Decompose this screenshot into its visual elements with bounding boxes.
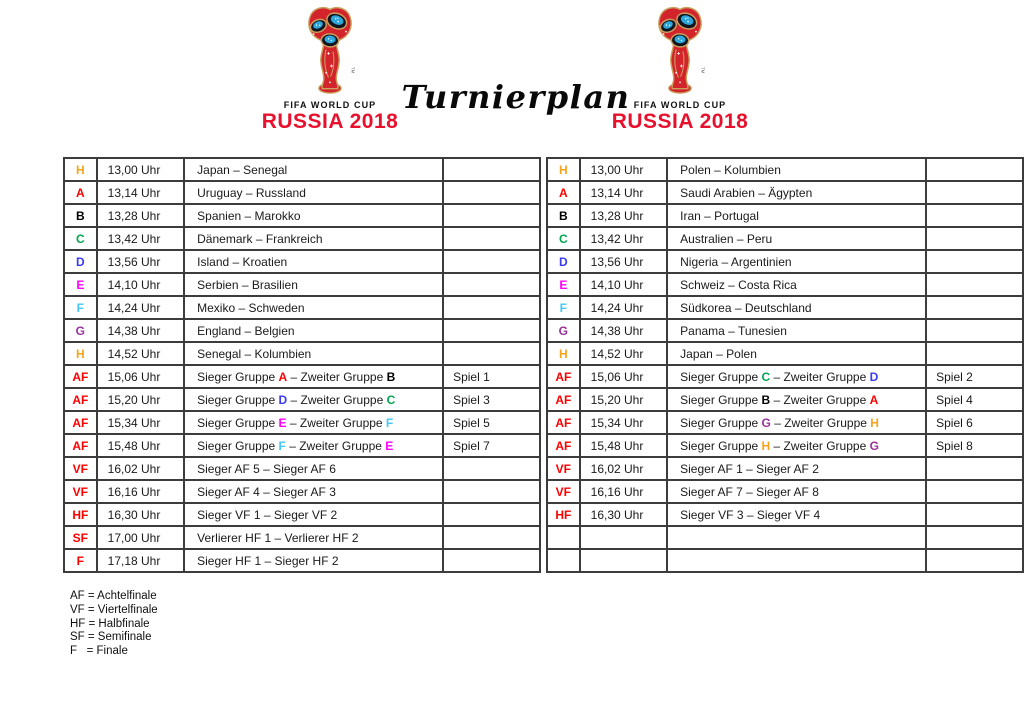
match-row [64, 388, 540, 411]
time-cell: 15,06 Uhr [97, 365, 184, 388]
match-text-segment: Japan – Polen [680, 346, 757, 361]
spiel-number-cell: Spiel 6 [926, 411, 1023, 434]
spiel-number-cell [443, 457, 540, 480]
time-cell: 15,48 Uhr [580, 434, 667, 457]
spiel-number-cell [926, 158, 1023, 181]
match-text-segment: A [278, 369, 288, 384]
match-text-segment: Spanien – Marokko [197, 208, 301, 223]
spiel-number-cell: Spiel 2 [926, 365, 1023, 388]
group-or-stage-tag-cell: H [547, 158, 580, 181]
match-cell [667, 388, 926, 411]
match-cell [184, 526, 443, 549]
time-cell: 13,56 Uhr [580, 250, 667, 273]
group-or-stage-tag-cell [547, 526, 580, 549]
legend-line: SF = Semifinale [70, 631, 152, 644]
spiel-number-cell [926, 273, 1023, 296]
match-row [64, 319, 540, 342]
time-cell: 13,28 Uhr [580, 204, 667, 227]
match-row [547, 204, 1023, 227]
match-text-segment: Sieger AF 5 – Sieger AF 6 [197, 461, 336, 476]
group-or-stage-tag-cell: B [547, 204, 580, 227]
time-cell: 14,52 Uhr [97, 342, 184, 365]
match-text-segment: England – Belgien [197, 323, 295, 338]
match-cell [184, 158, 443, 181]
match-text-segment: Sieger Gruppe [197, 415, 279, 430]
match-row [547, 273, 1023, 296]
group-or-stage-tag-cell: AF [64, 411, 97, 434]
match-row [547, 296, 1023, 319]
time-cell: 14,52 Uhr [580, 342, 667, 365]
time-cell [580, 549, 667, 572]
spiel-number-cell [443, 296, 540, 319]
spiel-number-cell [443, 342, 540, 365]
group-or-stage-tag-cell: A [64, 181, 97, 204]
time-cell: 15,20 Uhr [97, 388, 184, 411]
russia-2018-text: RUSSIA 2018 [261, 110, 399, 133]
match-row [64, 204, 540, 227]
match-row [64, 549, 540, 572]
match-text-segment: D [869, 369, 879, 384]
time-cell: 16,16 Uhr [97, 480, 184, 503]
time-cell: 13,14 Uhr [580, 181, 667, 204]
group-or-stage-tag-cell [547, 549, 580, 572]
group-or-stage-tag-cell: G [547, 319, 580, 342]
spiel-number-cell [926, 549, 1023, 572]
world-cup-trophy-icon [651, 5, 709, 97]
group-or-stage-tag-cell: AF [547, 388, 580, 411]
spiel-number-cell [926, 342, 1023, 365]
time-cell: 14,38 Uhr [97, 319, 184, 342]
match-text-segment: A [869, 392, 879, 407]
time-cell: 15,34 Uhr [97, 411, 184, 434]
spiel-number-cell [443, 204, 540, 227]
fifa-world-cup-text: FIFA WORLD CUP [633, 100, 727, 110]
match-row [547, 158, 1023, 181]
match-cell [667, 319, 926, 342]
match-text-segment: Sieger AF 1 – Sieger AF 2 [680, 461, 819, 476]
match-text-segment: Polen – Kolumbien [680, 162, 781, 177]
spiel-number-cell: Spiel 7 [443, 434, 540, 457]
match-row [547, 250, 1023, 273]
match-row [64, 457, 540, 480]
match-text-segment: G [761, 415, 771, 430]
match-text-segment: – Zweiter Gruppe [287, 392, 387, 407]
spiel-number-cell [926, 204, 1023, 227]
match-row [547, 503, 1023, 526]
spiel-number-cell [443, 503, 540, 526]
match-text-segment: F [385, 415, 394, 430]
match-row [547, 319, 1023, 342]
time-cell: 13,42 Uhr [97, 227, 184, 250]
match-cell [667, 549, 926, 572]
group-or-stage-tag-cell: D [547, 250, 580, 273]
match-cell [667, 296, 926, 319]
group-or-stage-tag-cell: H [547, 342, 580, 365]
time-cell: 14,38 Uhr [580, 319, 667, 342]
time-cell: 16,02 Uhr [97, 457, 184, 480]
spiel-number-cell [443, 480, 540, 503]
match-row [547, 480, 1023, 503]
trophy-emblem [255, 5, 405, 97]
group-or-stage-tag-cell: VF [64, 457, 97, 480]
match-row [64, 480, 540, 503]
time-cell: 14,24 Uhr [580, 296, 667, 319]
match-cell [184, 227, 443, 250]
spiel-number-cell: Spiel 1 [443, 365, 540, 388]
match-cell [667, 227, 926, 250]
match-text-segment: Senegal – Kolumbien [197, 346, 312, 361]
match-text-segment: Island – Kroatien [197, 254, 288, 269]
match-text-segment: E [385, 438, 394, 453]
legend-line: VF = Viertelfinale [70, 603, 158, 616]
match-cell [667, 342, 926, 365]
match-row [547, 365, 1023, 388]
match-row [547, 227, 1023, 250]
match-cell [184, 365, 443, 388]
group-or-stage-tag-cell: H [64, 158, 97, 181]
match-row [547, 181, 1023, 204]
tm-text: TM [700, 66, 706, 74]
match-cell [184, 503, 443, 526]
spiel-number-cell [926, 526, 1023, 549]
match-text-segment: Sieger Gruppe [680, 438, 762, 453]
match-row [64, 526, 540, 549]
match-text-segment: Japan – Senegal [197, 162, 288, 177]
group-or-stage-tag-cell: B [64, 204, 97, 227]
legend-line: F = Finale [70, 645, 128, 658]
match-cell [667, 526, 926, 549]
time-cell: 14,10 Uhr [97, 273, 184, 296]
group-or-stage-tag-cell: AF [64, 388, 97, 411]
match-row [64, 503, 540, 526]
match-row [547, 526, 1023, 549]
tm-text: TM [350, 66, 356, 74]
match-cell [667, 457, 926, 480]
group-or-stage-tag-cell: F [64, 296, 97, 319]
match-cell [184, 273, 443, 296]
match-cell [667, 365, 926, 388]
spiel-number-cell [443, 549, 540, 572]
spiel-number-cell [443, 158, 540, 181]
russia-2018-text: RUSSIA 2018 [611, 110, 749, 133]
time-cell: 13,00 Uhr [580, 158, 667, 181]
group-or-stage-tag-cell: VF [547, 480, 580, 503]
match-text-segment: – Zweiter Gruppe [287, 369, 387, 384]
match-text-segment: F [278, 438, 286, 453]
time-cell: 13,56 Uhr [97, 250, 184, 273]
time-cell: 15,34 Uhr [580, 411, 667, 434]
spiel-number-cell [443, 526, 540, 549]
match-text-segment: B [386, 369, 396, 384]
match-row [64, 296, 540, 319]
match-text-segment: Sieger VF 1 – Sieger VF 2 [197, 507, 338, 522]
match-cell [667, 503, 926, 526]
match-text-segment: Serbien – Brasilien [197, 277, 298, 292]
spiel-number-cell [443, 227, 540, 250]
match-cell [667, 250, 926, 273]
match-text-segment: Sieger VF 3 – Sieger VF 4 [680, 507, 821, 522]
group-or-stage-tag-cell: H [64, 342, 97, 365]
match-row [64, 181, 540, 204]
time-cell: 13,14 Uhr [97, 181, 184, 204]
match-text-segment: Verlierer HF 1 – Verlierer HF 2 [197, 530, 359, 545]
spiel-number-cell [926, 457, 1023, 480]
match-text-segment: – Zweiter Gruppe [770, 392, 870, 407]
spiel-number-cell [926, 480, 1023, 503]
time-cell: 15,48 Uhr [97, 434, 184, 457]
match-text-segment: – Zweiter Gruppe [770, 369, 870, 384]
spiel-number-cell [443, 181, 540, 204]
time-cell: 13,42 Uhr [580, 227, 667, 250]
spiel-number-cell [926, 250, 1023, 273]
match-cell [184, 204, 443, 227]
time-cell: 13,28 Uhr [97, 204, 184, 227]
match-cell [667, 158, 926, 181]
time-cell: 15,20 Uhr [580, 388, 667, 411]
legend-line: HF = Halbfinale [70, 617, 150, 630]
fifa-world-cup-text: FIFA WORLD CUP [283, 100, 377, 110]
match-text-segment: D [278, 392, 288, 407]
match-text-segment: Sieger Gruppe [680, 392, 762, 407]
match-text-segment: Saudi Arabien – Ägypten [680, 185, 813, 200]
spiel-number-cell: Spiel 8 [926, 434, 1023, 457]
match-cell [667, 204, 926, 227]
match-row [64, 227, 540, 250]
match-text-segment: – Zweiter Gruppe [770, 438, 870, 453]
spiel-number-cell [443, 273, 540, 296]
group-or-stage-tag-cell: F [64, 549, 97, 572]
match-row [547, 457, 1023, 480]
match-text-segment: Sieger Gruppe [197, 392, 279, 407]
group-or-stage-tag-cell: D [64, 250, 97, 273]
group-or-stage-tag-cell: VF [547, 457, 580, 480]
match-text-segment: – Zweiter Gruppe [285, 438, 386, 453]
match-text-segment: G [869, 438, 879, 453]
match-cell [184, 480, 443, 503]
match-row [547, 411, 1023, 434]
time-cell: 16,30 Uhr [580, 503, 667, 526]
group-or-stage-tag-cell: AF [64, 434, 97, 457]
match-cell [184, 549, 443, 572]
time-cell: 16,16 Uhr [580, 480, 667, 503]
match-text-segment: Sieger AF 4 – Sieger AF 3 [197, 484, 336, 499]
match-row [547, 342, 1023, 365]
match-cell [184, 342, 443, 365]
match-row [64, 250, 540, 273]
spiel-number-cell [926, 227, 1023, 250]
match-cell [184, 411, 443, 434]
group-or-stage-tag-cell: F [547, 296, 580, 319]
match-text-segment: Australien – Peru [680, 231, 773, 246]
spiel-number-cell [926, 319, 1023, 342]
group-or-stage-tag-cell: AF [547, 411, 580, 434]
match-cell [184, 457, 443, 480]
fifa-logo-right [605, 5, 755, 134]
match-cell [667, 273, 926, 296]
match-text-segment: Mexiko – Schweden [197, 300, 305, 315]
match-cell [667, 411, 926, 434]
match-text-segment: Nigeria – Argentinien [680, 254, 792, 269]
match-text-segment: H [870, 415, 879, 430]
match-row [547, 388, 1023, 411]
group-or-stage-tag-cell: G [64, 319, 97, 342]
time-cell: 17,00 Uhr [97, 526, 184, 549]
match-row [64, 342, 540, 365]
group-or-stage-tag-cell: AF [64, 365, 97, 388]
time-cell: 15,06 Uhr [580, 365, 667, 388]
time-cell: 16,02 Uhr [580, 457, 667, 480]
match-cell [667, 434, 926, 457]
schedule-table-left [63, 157, 541, 573]
spiel-number-cell [926, 181, 1023, 204]
match-text-segment: Sieger AF 7 – Sieger AF 8 [680, 484, 819, 499]
match-text-segment: – Zweiter Gruppe [770, 415, 871, 430]
time-cell: 14,24 Uhr [97, 296, 184, 319]
group-or-stage-tag-cell: VF [64, 480, 97, 503]
group-or-stage-tag-cell: HF [547, 503, 580, 526]
group-or-stage-tag-cell: C [64, 227, 97, 250]
group-or-stage-tag-cell: E [64, 273, 97, 296]
match-text-segment: Uruguay – Russland [197, 185, 306, 200]
group-or-stage-tag-cell: E [547, 273, 580, 296]
world-cup-trophy-icon [301, 5, 359, 97]
spiel-number-cell [926, 296, 1023, 319]
match-cell [667, 181, 926, 204]
spiel-number-cell: Spiel 4 [926, 388, 1023, 411]
time-cell [580, 526, 667, 549]
spiel-number-cell [443, 319, 540, 342]
match-cell [184, 296, 443, 319]
match-text-segment: Südkorea – Deutschland [680, 300, 812, 315]
match-row [64, 411, 540, 434]
match-text-segment: – Zweiter Gruppe [286, 415, 386, 430]
spiel-number-cell: Spiel 3 [443, 388, 540, 411]
time-cell: 17,18 Uhr [97, 549, 184, 572]
group-or-stage-tag-cell: SF [64, 526, 97, 549]
group-or-stage-tag-cell: A [547, 181, 580, 204]
legend-line: AF = Achtelfinale [70, 590, 157, 602]
group-or-stage-tag-cell: AF [547, 365, 580, 388]
match-cell [667, 480, 926, 503]
spiel-number-cell [443, 250, 540, 273]
time-cell: 14,10 Uhr [580, 273, 667, 296]
group-or-stage-tag-cell: AF [547, 434, 580, 457]
match-text-segment: C [761, 369, 771, 384]
match-row [64, 273, 540, 296]
match-text-segment: Sieger HF 1 – Sieger HF 2 [197, 553, 339, 568]
match-text-segment: Panama – Tunesien [680, 323, 787, 338]
group-or-stage-tag-cell: HF [64, 503, 97, 526]
match-row [547, 434, 1023, 457]
match-row [64, 434, 540, 457]
trophy-emblem [605, 5, 755, 97]
match-row [64, 158, 540, 181]
fifa-logo-left [255, 5, 405, 134]
group-or-stage-tag-cell: C [547, 227, 580, 250]
match-text-segment: H [761, 438, 771, 453]
match-text-segment: Sieger Gruppe [680, 415, 762, 430]
match-text-segment: Sieger Gruppe [197, 438, 279, 453]
page-title: Turnierplan [401, 78, 631, 116]
abbreviation-legend [70, 590, 158, 659]
time-cell: 13,00 Uhr [97, 158, 184, 181]
spiel-number-cell: Spiel 5 [443, 411, 540, 434]
match-cell [184, 250, 443, 273]
match-cell [184, 319, 443, 342]
match-text-segment: Iran – Portugal [680, 208, 759, 223]
match-cell [184, 388, 443, 411]
match-text-segment: Dänemark – Frankreich [197, 231, 323, 246]
spiel-number-cell [926, 503, 1023, 526]
match-cell [184, 181, 443, 204]
match-row [64, 365, 540, 388]
match-text-segment: Sieger Gruppe [197, 369, 279, 384]
schedule-tables [63, 157, 1024, 573]
match-text-segment: B [761, 392, 771, 407]
time-cell: 16,30 Uhr [97, 503, 184, 526]
match-text-segment: E [278, 415, 287, 430]
match-text-segment: Schweiz – Costa Rica [680, 277, 797, 292]
schedule-table-right [546, 157, 1024, 573]
match-text-segment: Sieger Gruppe [680, 369, 762, 384]
match-row [547, 549, 1023, 572]
match-cell [184, 434, 443, 457]
match-text-segment: C [386, 392, 396, 407]
